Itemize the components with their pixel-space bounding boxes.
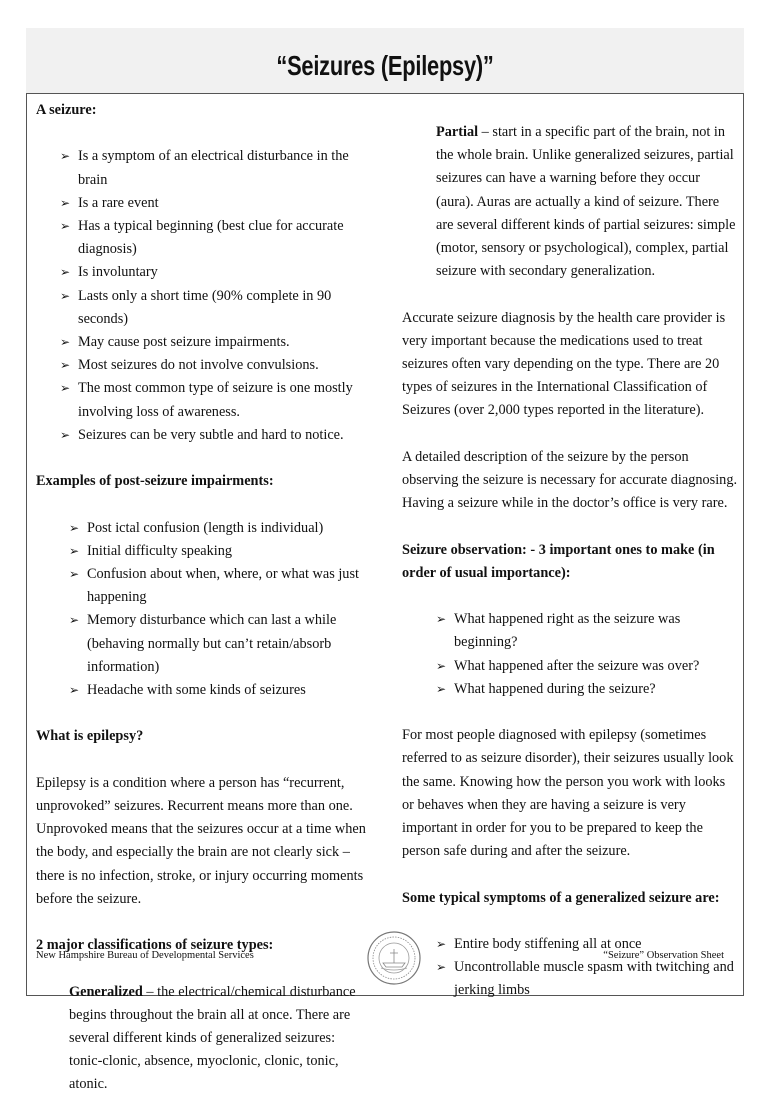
post-heading: Examples of post-seizure impairments: xyxy=(36,473,274,490)
description-paragraph: A detailed description of the seizure by the person observing the seizure is necessary for accurate diagnosing. Having a seizure while in the doctor’s office is very rare. xyxy=(402,448,738,512)
bullet-arrow-icon: ➢ xyxy=(436,937,447,951)
list-item-text: What happened after the seizure was over? xyxy=(454,657,700,674)
observation-list xyxy=(436,608,738,701)
list-item xyxy=(60,331,371,354)
list-item-text: Confusion about when, where, or what was just happening xyxy=(87,566,359,606)
partial-paragraph xyxy=(402,121,738,283)
seizure-list xyxy=(60,145,371,447)
list-item xyxy=(436,608,738,654)
generalized-term: Generalized xyxy=(69,983,143,1000)
symptoms-list xyxy=(436,933,738,1003)
bullet-arrow-icon: ➢ xyxy=(69,567,80,582)
list-item xyxy=(60,192,371,215)
bullet-arrow-icon: ➢ xyxy=(69,520,80,535)
list-item-text: Lasts only a short time (90% complete in 90 seconds) xyxy=(78,287,332,327)
list-item-text: Memory disturbance which can last a while (behaving normally but can’t retain/absorb information) xyxy=(87,612,337,675)
list-item-text: Is involuntary xyxy=(78,264,158,281)
bullet-arrow-icon: ➢ xyxy=(60,335,71,350)
epilepsy-paragraph: Epilepsy is a condition where a person has “recurrent, unprovoked” seizures. Recurrent means more than one. Unprovoked means that the seizures occur at a time when the body, and especially the brain are not clearly sick – there is no infection, stroke, or injury occurring moments before the seizure. xyxy=(36,774,366,907)
list-item xyxy=(69,517,371,540)
partial-term: Partial xyxy=(436,124,479,140)
bullet-arrow-icon: ➢ xyxy=(60,288,71,303)
list-item xyxy=(60,354,371,377)
list-item xyxy=(60,377,371,423)
list-item xyxy=(69,609,371,679)
list-item xyxy=(60,145,371,191)
most-people-paragraph: For most people diagnosed with epilepsy (sometimes referred to as seizure disorder), their seizures usually look the same. Knowing how the person you work with looks or behaves when they are having a seizure is very important in order for you to be prepared to keep the person safe during and after the seizure. xyxy=(402,727,734,860)
state-seal-icon xyxy=(366,930,422,986)
list-item-text: May cause post seizure impairments. xyxy=(78,334,290,351)
list-item-text: What happened during the seizure? xyxy=(454,680,656,697)
footer-right: “Seizure” Observation Sheet xyxy=(603,950,724,961)
bullet-arrow-icon: ➢ xyxy=(60,219,71,233)
list-item-text: Seizures can be very subtle and hard to notice. xyxy=(78,426,344,443)
bullet-arrow-icon: ➢ xyxy=(436,960,447,975)
bullet-arrow-icon: ➢ xyxy=(60,358,71,373)
right-column xyxy=(402,121,738,1003)
list-item-text: The most common type of seizure is one mostly involving loss of awareness. xyxy=(78,380,353,420)
bullet-arrow-icon: ➢ xyxy=(60,381,71,396)
bullet-arrow-icon: ➢ xyxy=(436,612,447,627)
diagnosis-paragraph: Accurate seizure diagnosis by the health care provider is very important because the medications used to treat seizures often vary depending on the type. There are 20 types of seizures in the International Classification of Seizures (over 2,000 types reported in the literature). xyxy=(402,309,726,419)
list-item xyxy=(69,679,371,702)
list-item xyxy=(60,424,371,447)
list-item xyxy=(60,261,371,284)
classification-heading: 2 major classifications of seizure types: xyxy=(36,937,274,954)
bullet-arrow-icon: ➢ xyxy=(60,265,71,280)
footer-left: New Hampshire Bureau of Developmental Services xyxy=(36,950,254,961)
generalized-text: – the electrical/chemical disturbance begins throughout the brain all at once. There are several different kinds of generalized seizures: tonic-clonic, absence, myoclonic, clonic, tonic, atonic. xyxy=(69,983,356,1093)
bullet-arrow-icon: ➢ xyxy=(69,613,80,628)
list-item xyxy=(436,956,738,1002)
bullet-arrow-icon: ➢ xyxy=(436,681,447,696)
symptoms-heading: Some typical symptoms of a generalized seizure are: xyxy=(402,889,720,906)
bullet-arrow-icon: ➢ xyxy=(60,427,71,442)
list-item xyxy=(436,678,738,701)
partial-text: – start in a specific part of the brain, not in the whole brain. Unlike generalized seizures, partial seizures can have a warning before they occur (aura). Auras are actually a kind of seizure. There are several different kinds of partial seizures: simple (motor, sensory or psychological), complex, partial seizure with secondary generalization. xyxy=(436,124,736,280)
list-item-text: What happened right as the seizure was beginning? xyxy=(454,611,681,651)
list-item-text: Entire body stiffening all at once xyxy=(454,936,642,952)
post-list xyxy=(69,517,371,703)
bullet-arrow-icon: ➢ xyxy=(436,658,447,673)
observation-heading: Seizure observation: - 3 important ones to make (in order of usual importance): xyxy=(402,541,715,581)
bullet-arrow-icon: ➢ xyxy=(60,195,71,210)
list-item-text: Has a typical beginning (best clue for accurate diagnosis) xyxy=(78,218,344,258)
generalized-paragraph xyxy=(36,981,371,1097)
list-item-text: Most seizures do not involve convulsions. xyxy=(78,357,319,374)
list-item-text: Is a rare event xyxy=(78,194,159,211)
list-item-text: Initial difficulty speaking xyxy=(87,542,233,559)
list-item-text: Is a symptom of an electrical disturbance in the brain xyxy=(78,148,349,188)
list-item-text: Headache with some kinds of seizures xyxy=(87,682,306,699)
bullet-arrow-icon: ➢ xyxy=(69,683,80,698)
list-item xyxy=(69,563,371,609)
bullet-arrow-icon: ➢ xyxy=(60,149,71,164)
list-item-text: Uncontrollable muscle spasm with twitching and jerking limbs xyxy=(454,959,734,999)
list-item xyxy=(60,215,371,261)
epilepsy-heading: What is epilepsy? xyxy=(36,728,144,745)
seizure-heading: A seizure: xyxy=(36,102,97,118)
list-item-text: Post ictal confusion (length is individual) xyxy=(87,519,324,536)
page-title: “Seizures (Epilepsy)” xyxy=(276,50,494,81)
list-item xyxy=(69,540,371,563)
list-item xyxy=(436,655,738,678)
list-item xyxy=(60,285,371,331)
left-column xyxy=(36,99,371,1097)
bullet-arrow-icon: ➢ xyxy=(69,543,80,558)
